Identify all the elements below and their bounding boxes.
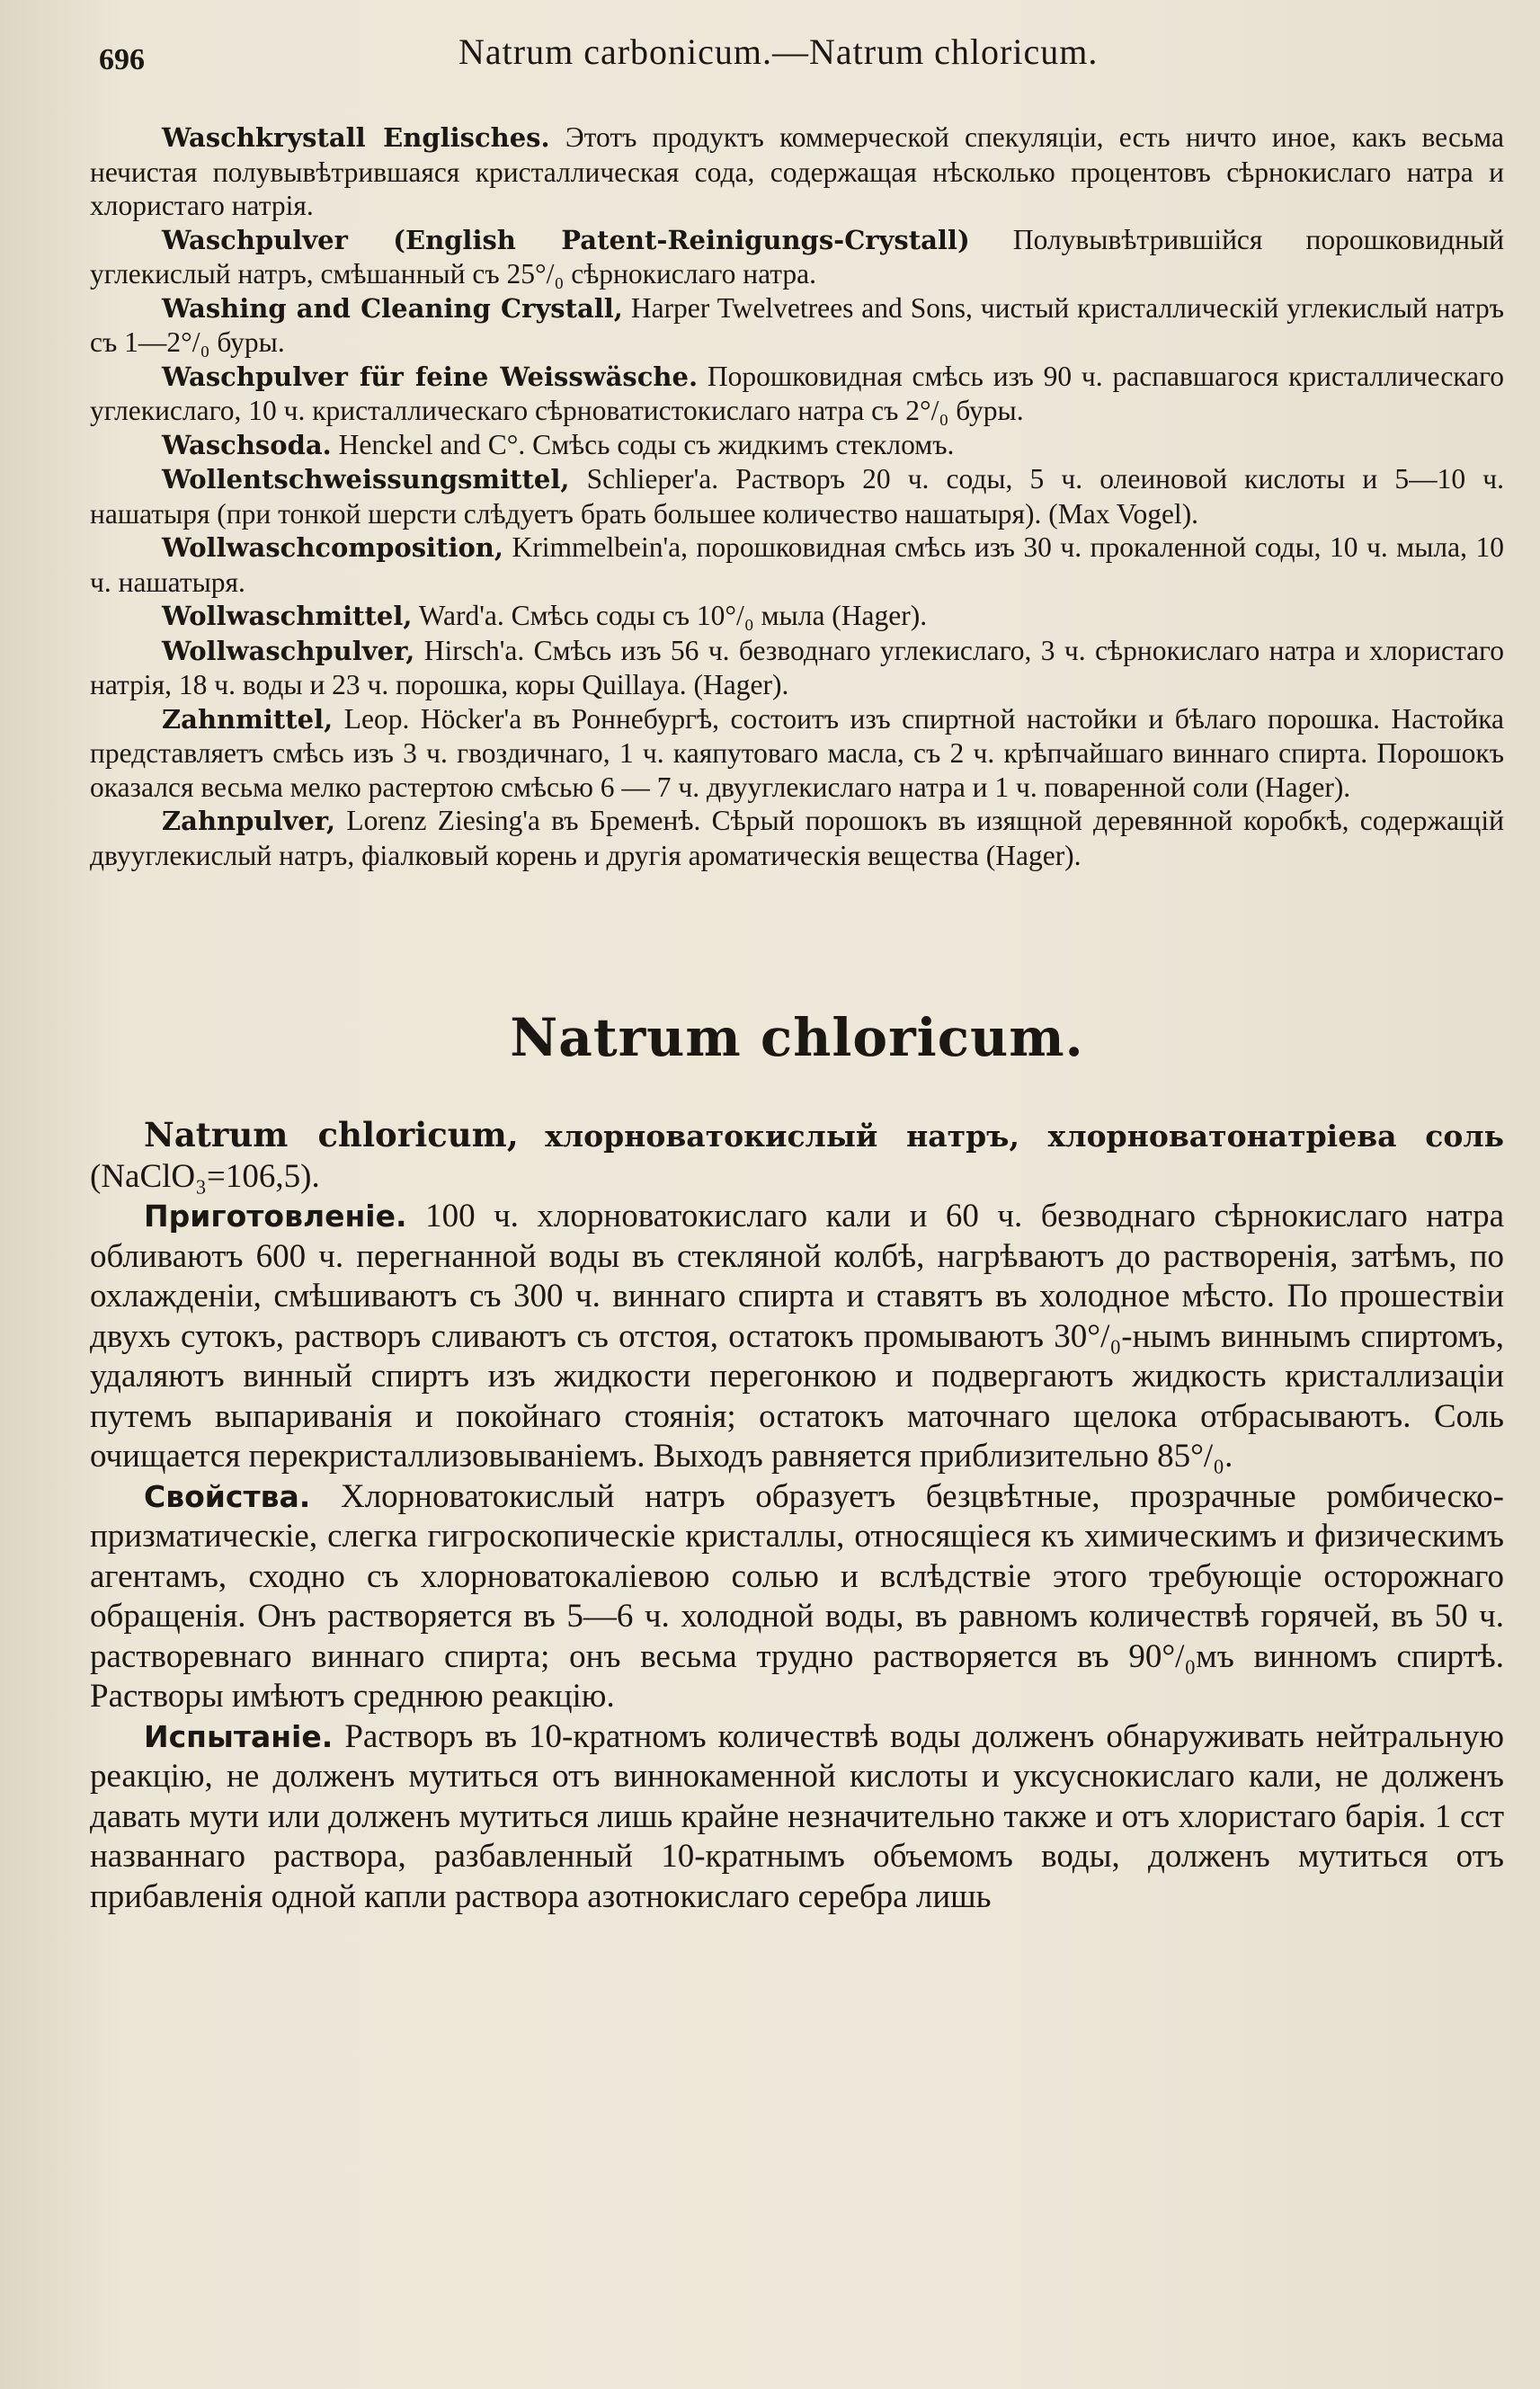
entry-text: Harper Twelvetrees and Sons, чистый кристаллическій углекислый натръ съ 1—2°/₀ буры.	[90, 291, 1504, 358]
entry-text: Hirsch'a. Смѣсь изъ 56 ч. безводнаго углекислаго, 3 ч. сѣрнокислаго натра и хлористаго натрія, 18 ч. воды и 23 ч. порошка, коры Quillaya. (Hager).	[90, 634, 1504, 700]
intro-lead-rest: хлорноватокислый натръ, хлорноватонатріева соль	[545, 1119, 1504, 1154]
entry	[90, 804, 1504, 872]
entry-text: Henckel and C°. Смѣсь соды съ жидкимъ стекломъ.	[338, 428, 955, 460]
entry-term: Waschpulver (English Patent-Reinigungs-Crystall)	[162, 224, 970, 255]
entry-term: Wollwaschpulver,	[162, 635, 415, 666]
entry-text: Ward'a. Смѣсь соды съ 10°/₀ мыла (Hager).	[418, 600, 928, 631]
entry	[90, 462, 1504, 530]
intro-formula: (NaClO₃=106,5).	[90, 1157, 320, 1195]
entry	[90, 428, 1504, 463]
entry-term: Washing and Cleaning Crystall,	[162, 292, 623, 324]
entry-term: Zahnmittel,	[162, 703, 334, 735]
testing-paragraph	[90, 1717, 1504, 1918]
section-intro	[90, 1115, 1504, 1197]
paragraph-heading: Приготовленіе.	[144, 1199, 407, 1234]
paragraph-heading: Испытаніе.	[144, 1718, 334, 1754]
page-number: 696	[99, 43, 145, 76]
entry-term: Zahnpulver,	[162, 806, 336, 836]
entry-term: Wollwaschcomposition,	[162, 532, 503, 563]
entry	[90, 599, 1504, 634]
entry	[90, 530, 1504, 599]
entry-text: Krimmelbein'a, порошковидная смѣсь изъ 30 ч. прокаленной соды, 10 ч. мыла, 10 ч. нашатыря.	[90, 531, 1505, 598]
paragraph-heading: Свойства.	[144, 1478, 311, 1514]
entry-text: Этотъ продуктъ коммерческой спекуляціи, есть ничто иное, какъ весьма нечистая полувывѣтрившаяся кристаллическая сода, содержащая нѣсколько процентовъ сѣрнокислаго натра и хлористаго натрія.	[90, 121, 1504, 221]
entry-text: Полувывѣтрившійся порошковидный углекислый натръ, смѣшанный съ 25°/₀ сѣрнокислаго натра.	[90, 223, 1505, 290]
entry	[90, 223, 1504, 291]
entry-term: Wollentschweissungsmittel,	[162, 464, 570, 495]
preparation-paragraph	[90, 1197, 1504, 1477]
properties-paragraph	[90, 1477, 1504, 1717]
section-title: Natrum chloricum.	[510, 1007, 1084, 1068]
paragraph-text: Растворъ въ 10-кратномъ количествѣ воды долженъ обнаруживать нейтральную реакцію, не долженъ мутиться отъ виннокаменной кислоты и уксуснокислаго кали, не долженъ давать мути или долженъ мутиться лишь крайне незначительно также и отъ хлористаго барія. 1 сст названнаго раствора, разбавленный 10-кратнымъ объемомъ воды, долженъ мутиться отъ прибавленія одной капли раствора азотнокислаго серебра лишь	[90, 1717, 1504, 1915]
entry-term: Waschpulver für feine Weisswäsche.	[162, 361, 699, 392]
product-entries	[90, 120, 1504, 872]
running-title: Natrum carbonicum.—Natrum chloricum.	[458, 31, 1099, 72]
paragraph-text: 100 ч. хлорноватокислаго кали и 60 ч. безводнаго сѣрнокислаго натра обливаютъ 600 ч. перегнанной воды въ стекляной колбѣ, нагрѣваютъ до растворенія, затѣмъ, по охлажденіи, смѣшиваютъ съ 300 ч. виннаго спирта и ставятъ въ холодное мѣсто. По прошествіи двухъ сутокъ, растворъ сливаютъ съ отстоя, остатокъ промываютъ 30°/₀-нымъ виннымъ спиртомъ, удаляютъ винный спиртъ изъ жидкости перегонкою и подвергаютъ жидкость кристаллизаціи путемъ выпариванія и покойнаго стоянія; остатокъ маточнаго щелока отбрасываютъ. Соль очищается перекристаллизовываніемъ. Выходъ равняется приблизительно 85°/₀.	[90, 1198, 1504, 1475]
entry-term: Wollwaschmittel,	[162, 601, 413, 631]
section-body	[90, 1115, 1504, 1917]
running-head	[90, 27, 1504, 77]
paragraph-text: Хлорноватокислый натръ образуетъ безцвѣтные, прозрачные ромбическо-призматическіе, слегка гигроскопическіе кристаллы, относящіеся къ химическимъ и физическимъ агентамъ, сходно съ хлорноватокаліевою солью и вслѣдствіе этого требующіе осторожнаго обращенія. Онъ растворяется въ 5—6 ч. холодной воды, въ равномъ количествѣ горячей, въ 50 ч. растворевнаго виннаго спирта; онъ весьма трудно растворяется въ 90°/₀мъ винномъ спиртѣ. Растворы имѣютъ среднюю реакцію.	[90, 1477, 1504, 1715]
entry-text: Lorenz Ziesing'a въ Бременѣ. Сѣрый порошокъ въ изящной деревянной коробкѣ, содержащій двууглекислый натръ, фіалковый корень и другія ароматическія вещества (Hager).	[90, 805, 1504, 871]
entry-text: Schlieper'a. Растворъ 20 ч. соды, 5 ч. олеиновой кислоты и 5—10 ч. нашатыря (при тонкой шерсти слѣдуетъ брать большее количество нашатыря). (Max Vogel).	[90, 463, 1505, 530]
entry-term: Waschkrystall Englisches.	[162, 122, 550, 153]
entry	[90, 360, 1504, 428]
entry	[90, 702, 1504, 805]
intro-lead: Natrum chloricum,	[144, 1115, 519, 1154]
entry-text: Порошковидная смѣсь изъ 90 ч. распавшагося кристаллическаго углекислаго, 10 ч. кристаллическаго сѣрноватистокислаго натра съ 2°/₀ буры.	[90, 360, 1505, 426]
entry	[90, 291, 1504, 360]
entry-text: Leop. Höcker'a въ Роннебургѣ, состоитъ изъ спиртной настойки и бѣлаго порошка. Настойка представляетъ смѣсь изъ 3 ч. гвоздичнаго, 1 ч. каяпутоваго масла, съ 2 ч. крѣпчайшаго виннаго спирта. Порошокъ оказался весьма мелко растертою смѣсью 6 — 7 ч. двууглекислаго натра и 1 ч. поваренной соли (Hager).	[90, 702, 1505, 803]
entry	[90, 634, 1504, 702]
entry-term: Waschsoda.	[162, 429, 332, 460]
entry	[90, 120, 1504, 223]
